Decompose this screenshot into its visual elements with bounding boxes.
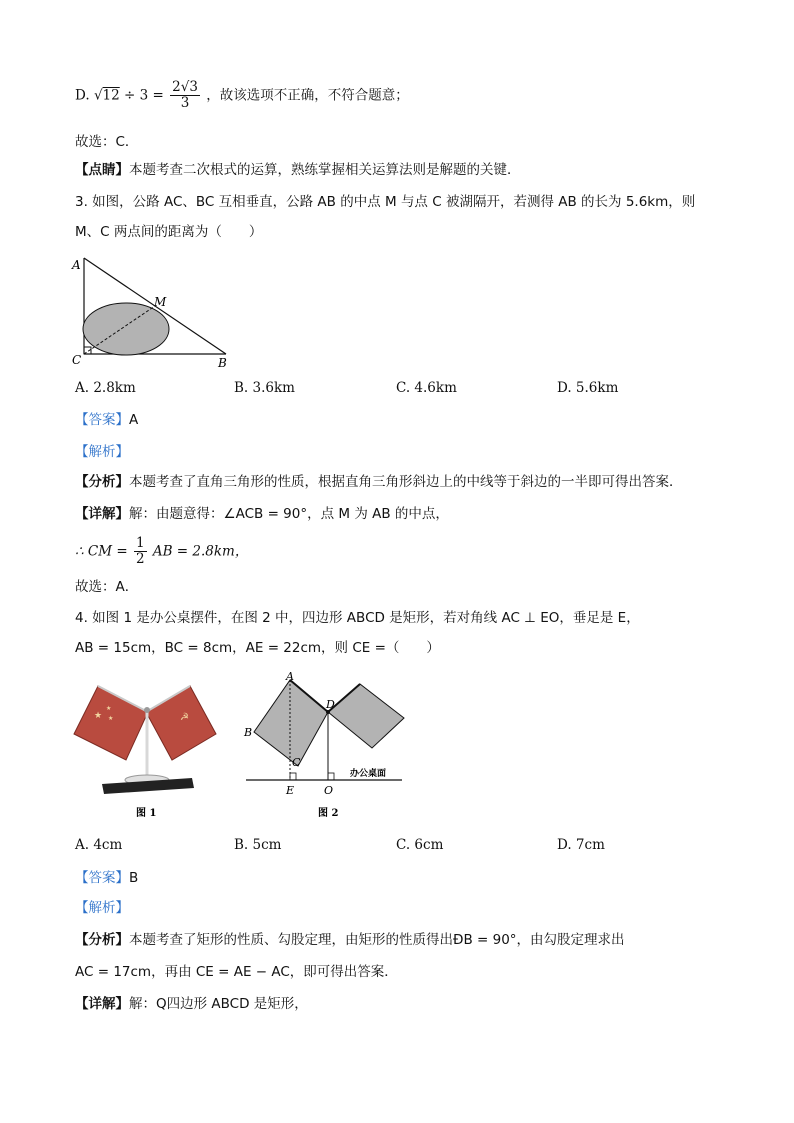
q4-option-a: A. 4cm — [75, 837, 123, 853]
q3-calc: ∴ CM = $\frac{1}{2}$ AB = 2.8km， — [75, 535, 249, 567]
option-d-label: D. — [75, 87, 90, 104]
svg-text:★: ★ — [108, 715, 114, 722]
svg-text:★: ★ — [106, 705, 112, 712]
svg-text:A: A — [286, 670, 294, 683]
q4-fenxi-1: 【分析】本题考查了矩形的性质、勾股定理，由矩形的性质得出ÐB = 90°，由勾股定理求出 — [75, 932, 625, 948]
q3-figure — [66, 250, 246, 372]
q3-option-b: B. 3.6km — [234, 380, 295, 396]
dianjing-tag: 【点睛】 — [75, 162, 129, 178]
svg-text:D: D — [326, 698, 335, 711]
lake-ellipse — [83, 303, 169, 355]
right-rectangle — [328, 684, 404, 748]
q4-figure2 — [240, 670, 410, 822]
q4-line2: AB = 15cm，BC = 8cm，AE = 22cm，则 CE =（ ） — [75, 640, 440, 656]
q4-answer: 【答案】B — [75, 870, 139, 886]
fig2-caption: 图 2 — [318, 808, 339, 819]
sqrt-expression: √12 ÷ 3 = — [93, 87, 164, 104]
q4-option-b: B. 5cm — [234, 837, 282, 853]
fraction: $\frac{2√3}{3}$ — [172, 79, 198, 111]
svg-text:☭: ☭ — [180, 712, 189, 723]
label-a: A — [72, 258, 81, 272]
q3-option-a: A. 2.8km — [75, 380, 136, 396]
q4-option-c: C. 6cm — [396, 837, 444, 853]
q4-line1: 4. 如图 1 是办公桌摆件，在图 2 中，四边形 ABCD 是矩形，若对角线 AC ⊥ EO，垂足是 E， — [75, 610, 640, 626]
q3-option-c: C. 4.6km — [396, 380, 457, 396]
svg-text:O: O — [324, 784, 334, 797]
q3-xiangjie: 【详解】解：由题意得：∠ACB = 90°，点 M 为 AB 的中点， — [75, 506, 449, 522]
svg-text:★: ★ — [94, 711, 103, 721]
q3-answer: 【答案】A — [75, 412, 139, 428]
q3-select: 故选：A． — [75, 579, 139, 595]
dianjing — [75, 160, 521, 180]
q4-figure1 — [72, 676, 222, 821]
label-c: C — [72, 353, 82, 367]
line-d — [75, 80, 409, 111]
line-d-text: ，故该选项不正确，不符合题意； — [206, 87, 409, 104]
q3-fenxi: 【分析】本题考查了直角三角形的性质，根据直角三角形斜边上的中线等于斜边的一半即可得出答案． — [75, 474, 683, 490]
dianjing-text: 本题考查二次根式的运算，熟练掌握相关运算法则是解题的关键． — [129, 162, 521, 178]
label-b: B — [218, 356, 227, 370]
svg-text:办公桌面: 办公桌面 — [350, 769, 387, 779]
q4-xiangjie: 【详解】解：Q四边形 ABCD 是矩形， — [75, 996, 308, 1012]
svg-text:B: B — [244, 726, 253, 739]
svg-text:E: E — [286, 784, 295, 797]
q3-option-d: D. 5.6km — [557, 380, 619, 396]
svg-text:C: C — [292, 756, 301, 769]
select-c: 故选：C． — [75, 134, 139, 150]
q4-fenxi-2: AC = 17cm，再由 CE = AE − AC，即可得出答案． — [75, 964, 398, 980]
q4-option-d: D. 7cm — [557, 837, 605, 853]
q4-jiexi: 【解析】 — [75, 900, 129, 916]
label-m: M — [154, 295, 167, 309]
left-rectangle — [254, 680, 328, 766]
q3-line1: 3. 如图，公路 AC、BC 互相垂直，公路 AB 的中点 M 与点 C 被湖隔开，若测得 AB 的长为 5.6km，则 — [75, 194, 696, 210]
q3-line2: M、C 两点间的距离为（ ） — [75, 224, 263, 240]
fig1-caption: 图 1 — [136, 808, 157, 819]
q3-jiexi: 【解析】 — [75, 444, 129, 460]
